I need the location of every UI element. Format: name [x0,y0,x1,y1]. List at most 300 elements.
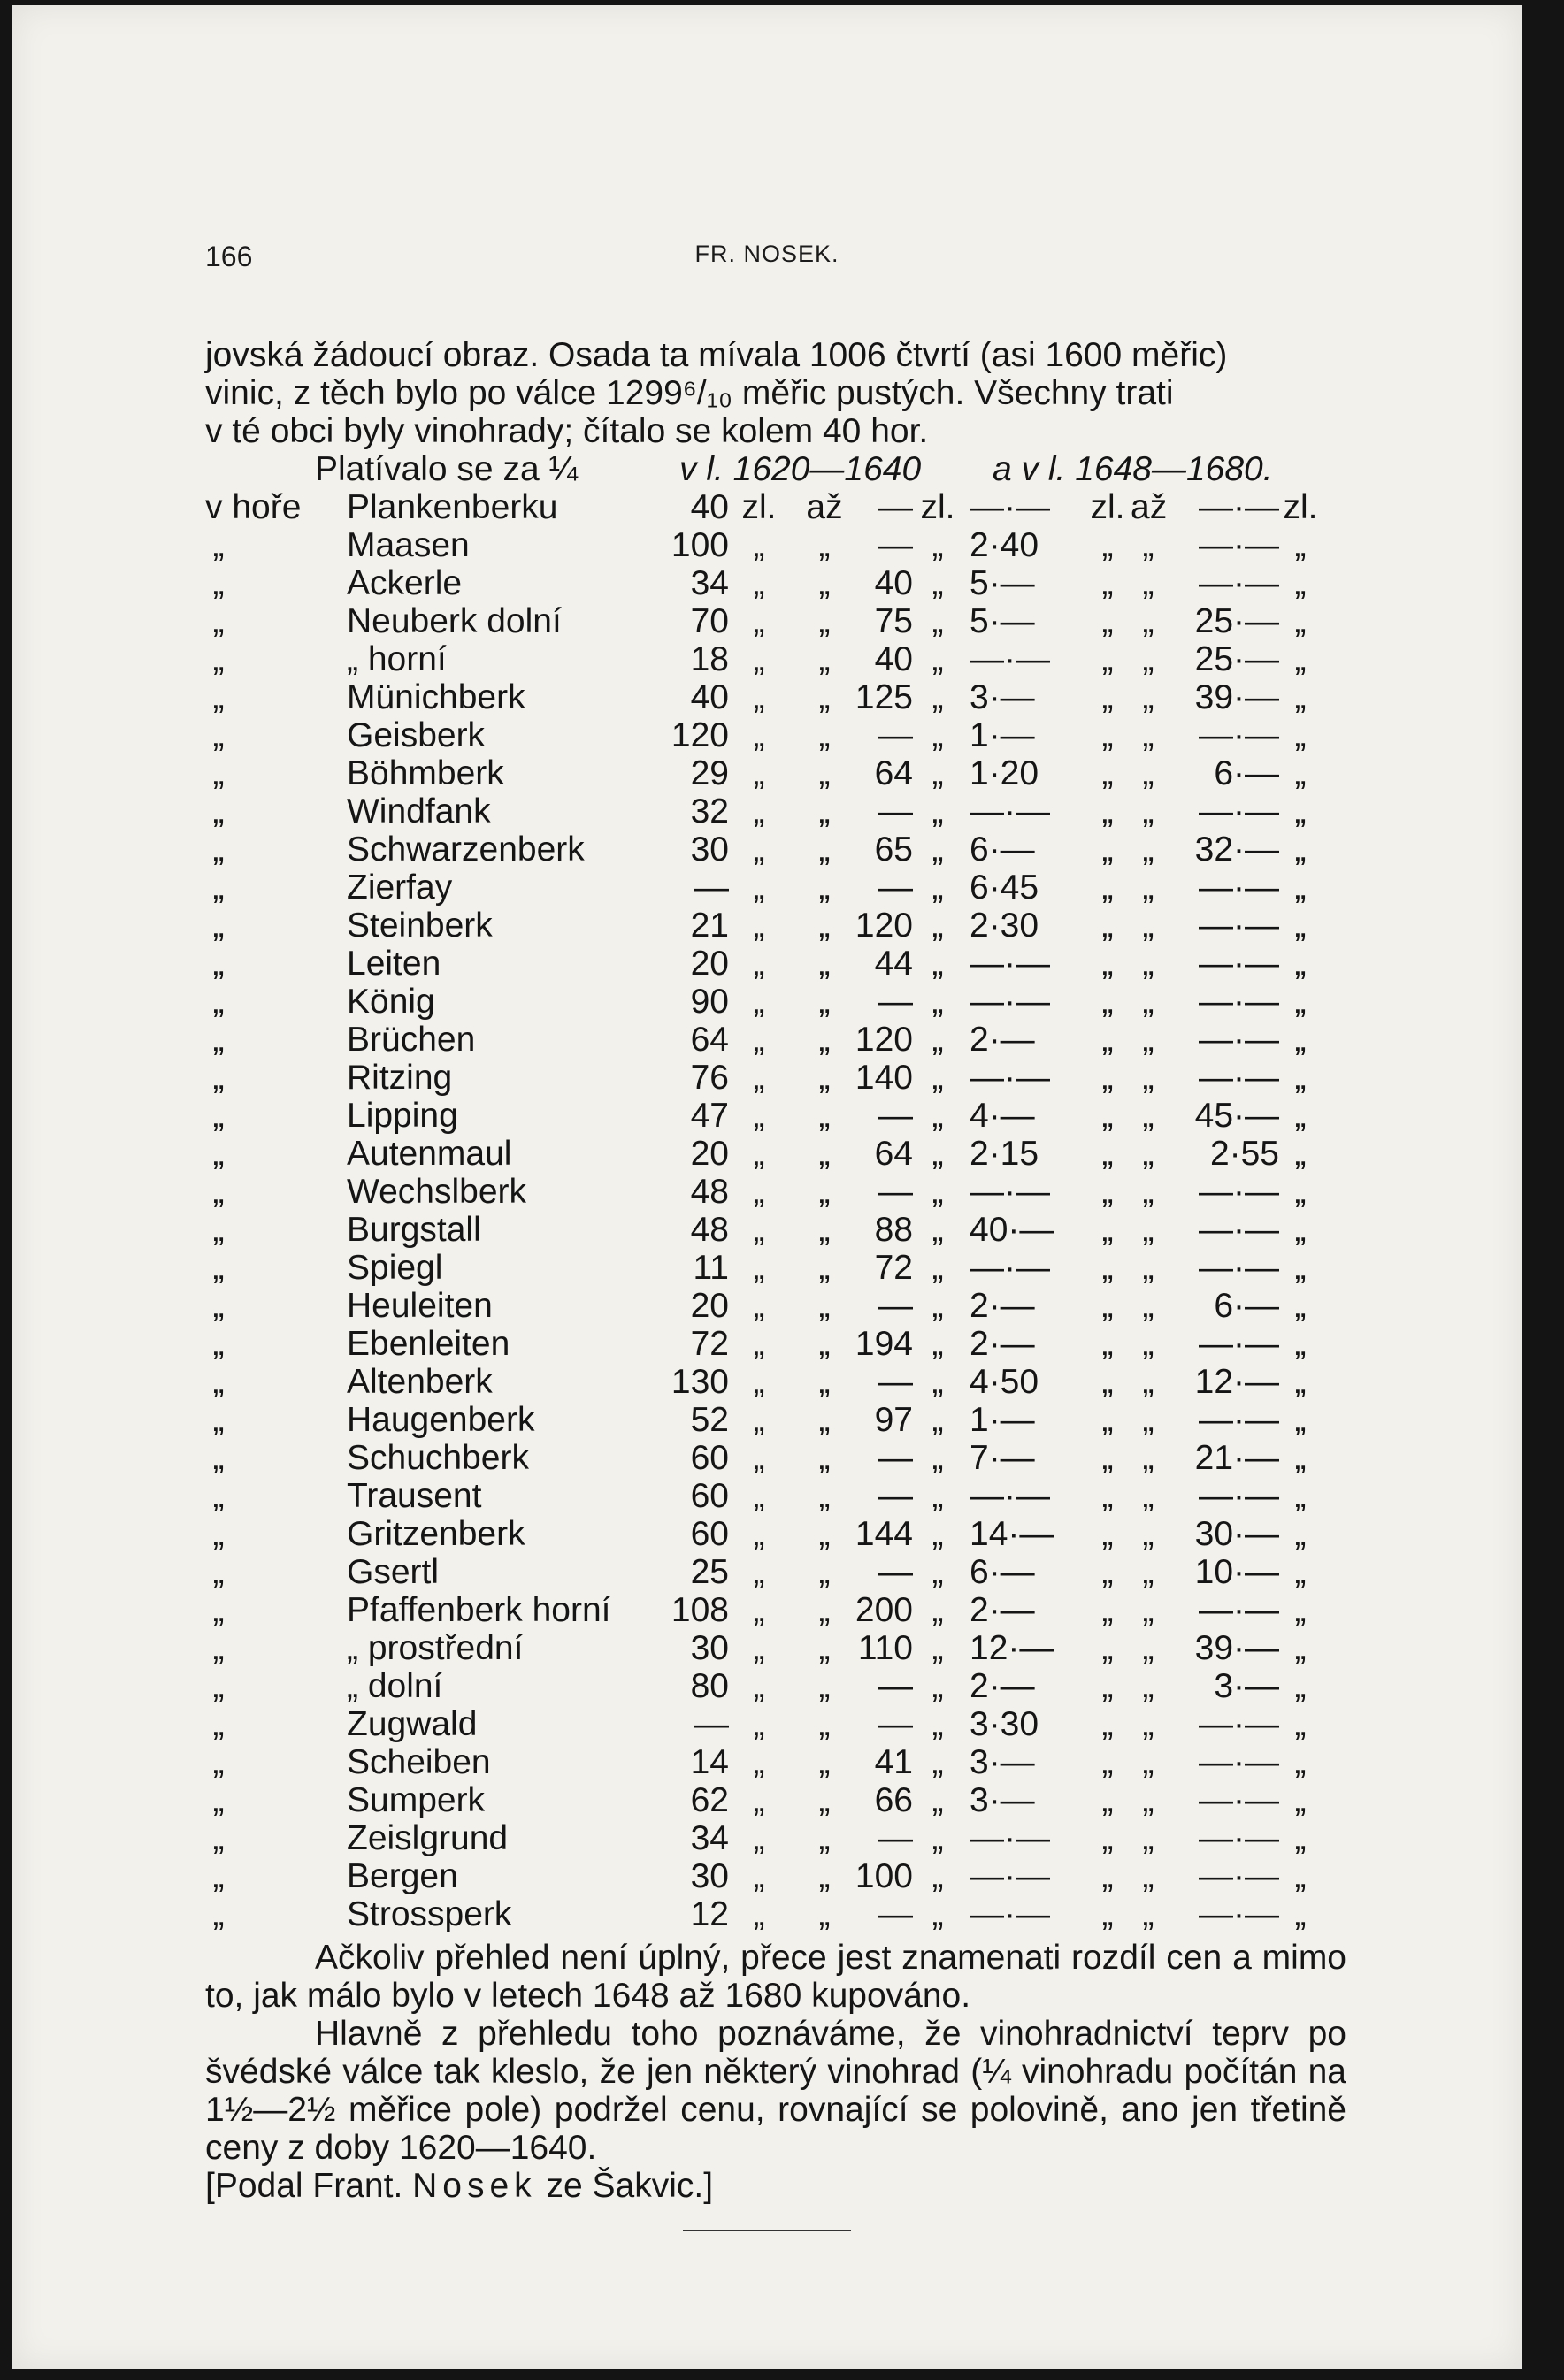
price-from-1648: 2·— [970,1287,1035,1325]
vineyard-name: Zugwald [347,1705,478,1743]
ditto-mark: „ [1294,1629,1307,1667]
ditto-mark: „ [932,1135,944,1173]
price-to-1680: —·— [1199,983,1279,1021]
ditto-mark: „ [818,1021,831,1059]
price-from-1620: 30 [690,1857,729,1895]
price-to-1680: 45·— [1194,1097,1279,1135]
ditto-mark: „ [932,1249,944,1287]
price-to-1640: 66 [874,1781,913,1819]
price-to-1640: 72 [874,1249,913,1287]
ditto-mark: „ [1142,526,1154,564]
ditto-mark: až [806,488,843,526]
ditto-mark: „ [1142,1325,1154,1363]
vineyard-name: Schwarzenberk [347,830,585,869]
ditto-mark: „ [1142,1021,1154,1059]
ditto-mark: „ [1101,1097,1114,1135]
price-to-1680: 39·— [1194,678,1279,716]
ditto-mark: „ [1294,1097,1307,1135]
ditto-mark: „ [753,1059,765,1097]
vineyard-name: Windfank [347,792,491,830]
ditto-mark: „ [1294,1287,1307,1325]
price-to-1640: 194 [855,1325,913,1363]
price-to-1680: 3·— [1214,1667,1279,1705]
ditto-mark: „ [1294,1743,1307,1781]
price-to-1640: — [878,1439,913,1477]
price-to-1640: 140 [855,1059,913,1097]
row-prefix: „ [212,945,225,983]
vineyard-name: „ prostřední [347,1629,524,1667]
vineyard-name: Zeislgrund [347,1819,509,1857]
ditto-mark: „ [1101,1629,1114,1667]
ditto-mark: „ [818,678,831,716]
ditto-mark: „ [1101,564,1114,602]
ditto-mark: „ [1101,1135,1114,1173]
price-from-1620: 14 [690,1743,729,1781]
table-row [205,1363,1346,1401]
ditto-mark: „ [753,1591,765,1629]
row-prefix: „ [212,1819,225,1857]
price-from-1620: 11 [693,1249,729,1287]
ditto-mark: „ [753,1515,765,1553]
price-to-1680: —·— [1199,1591,1279,1629]
ditto-mark: „ [1294,1705,1307,1743]
table-row [205,564,1346,602]
vineyard-name: Burgstall [347,1211,481,1249]
table-row [205,1895,1346,1933]
ditto-mark: „ [818,1173,831,1211]
row-prefix: „ [212,983,225,1021]
price-from-1620: 47 [690,1097,729,1135]
price-to-1680: 6·— [1214,754,1279,792]
row-prefix: „ [212,526,225,564]
price-from-1648: 2·30 [970,907,1039,945]
ditto-mark: „ [818,1895,831,1933]
ditto-mark: „ [932,564,944,602]
ditto-mark: „ [1294,1401,1307,1439]
row-prefix: „ [212,1325,225,1363]
ditto-mark: „ [1294,1363,1307,1401]
ditto-mark: „ [753,1211,765,1249]
price-from-1648: 5·— [970,564,1035,602]
table-row [205,869,1346,907]
row-prefix: „ [212,869,225,907]
ditto-mark: „ [1294,1325,1307,1363]
price-to-1680: —·— [1199,1781,1279,1819]
ditto-mark: „ [1142,1705,1154,1743]
price-to-1640: 200 [855,1591,913,1629]
price-from-1648: 1·20 [970,754,1039,792]
table-row [205,1211,1346,1249]
running-title: FR. NOSEK. [694,241,840,267]
table-row [205,1781,1346,1819]
ditto-mark: „ [1294,1211,1307,1249]
ditto-mark: „ [818,1591,831,1629]
ditto-mark: „ [753,907,765,945]
table-header-period-2: a v l. 1648—1680. [993,450,1273,488]
table-row [205,1021,1346,1059]
row-prefix: „ [212,1515,225,1553]
price-to-1640: 40 [874,640,913,678]
table-row [205,1173,1346,1211]
row-prefix: „ [212,678,225,716]
price-from-1620: 100 [671,526,729,564]
ditto-mark: „ [932,602,944,640]
ditto-mark: „ [753,1097,765,1135]
ditto-mark: „ [1142,1743,1154,1781]
ditto-mark: „ [753,792,765,830]
price-from-1648: 4·50 [970,1363,1039,1401]
ditto-mark: „ [753,1857,765,1895]
ditto-mark: „ [1142,830,1154,869]
ditto-mark: „ [932,983,944,1021]
price-to-1680: —·— [1199,1059,1279,1097]
ditto-mark: „ [1101,1743,1114,1781]
paragraph-summary: Ačkoliv přehled není úplný, přece jest znamenati rozdíl cen a mimo to, jak málo bylo v letech 1648 až 1680 kupováno. [205,1939,1346,2015]
price-to-1680: —·— [1199,1895,1279,1933]
table-row [205,830,1346,869]
ditto-mark: zl. [1283,488,1318,526]
price-from-1648: 40·— [970,1211,1054,1249]
table-row [205,1857,1346,1895]
ditto-mark: „ [932,1553,944,1591]
ditto-mark: „ [1294,907,1307,945]
price-from-1620: — [694,869,729,907]
row-prefix: „ [212,1553,225,1591]
ditto-mark: „ [932,754,944,792]
price-to-1680: —·— [1199,1021,1279,1059]
ditto-mark: „ [1101,1667,1114,1705]
vineyard-name: Leiten [347,945,441,983]
ditto-mark: „ [753,1021,765,1059]
table-row [205,1439,1346,1477]
ditto-mark: „ [1294,526,1307,564]
vineyard-name: Spiegl [347,1249,443,1287]
ditto-mark: „ [1101,1477,1114,1515]
ditto-mark: „ [1101,1401,1114,1439]
vineyard-name: Wechslberk [347,1173,527,1211]
price-to-1640: — [878,1667,913,1705]
price-from-1620: 60 [690,1477,729,1515]
price-to-1680: 2·55 [1209,1135,1279,1173]
ditto-mark: „ [1294,1477,1307,1515]
ditto-mark: „ [818,1743,831,1781]
vineyard-name: Brüchen [347,1021,476,1059]
ditto-mark: „ [1101,1857,1114,1895]
ditto-mark: „ [1142,1781,1154,1819]
vineyard-name: Haugenberk [347,1401,535,1439]
vineyard-name: Geisberk [347,716,486,754]
ditto-mark: „ [932,1325,944,1363]
price-to-1680: 25·— [1194,602,1279,640]
ditto-mark: „ [1101,1439,1114,1477]
ditto-mark: „ [932,1363,944,1401]
ditto-mark: „ [1294,1059,1307,1097]
table-row [205,526,1346,564]
row-prefix: „ [212,1591,225,1629]
ditto-mark: „ [818,754,831,792]
row-prefix: „ [212,1857,225,1895]
row-prefix: „ [212,830,225,869]
row-prefix: „ [212,1021,225,1059]
price-from-1620: 40 [690,678,729,716]
table-row [205,1135,1346,1173]
price-to-1640: — [878,1363,913,1401]
ditto-mark: „ [932,678,944,716]
ditto-mark: „ [818,716,831,754]
ditto-mark: „ [818,1667,831,1705]
ditto-mark: „ [753,1439,765,1477]
row-prefix: „ [212,1477,225,1515]
vineyard-name: Maasen [347,526,470,564]
price-from-1620: 108 [671,1591,729,1629]
price-to-1680: 21·— [1194,1439,1279,1477]
ditto-mark: „ [818,602,831,640]
price-to-1680: —·— [1199,716,1279,754]
ditto-mark: „ [818,1553,831,1591]
ditto-mark: „ [818,1287,831,1325]
price-from-1648: 2·40 [970,526,1039,564]
ditto-mark: „ [1101,1211,1114,1249]
signature-name: Nosek [412,2167,537,2205]
row-prefix: „ [212,1667,225,1705]
price-to-1640: — [878,1895,913,1933]
ditto-mark: „ [753,754,765,792]
ditto-mark: „ [932,945,944,983]
price-to-1680: —·— [1199,907,1279,945]
table-row [205,1515,1346,1553]
ditto-mark: „ [753,945,765,983]
ditto-mark: „ [932,1401,944,1439]
ditto-mark: „ [1101,907,1114,945]
vineyard-name: Böhmberk [347,754,504,792]
price-to-1680: 32·— [1194,830,1279,869]
ditto-mark: „ [818,907,831,945]
ditto-mark: „ [818,1249,831,1287]
price-to-1640: 65 [874,830,913,869]
ditto-mark: „ [1294,1857,1307,1895]
table-row [205,1705,1346,1743]
ditto-mark: „ [932,1173,944,1211]
table-row [205,678,1346,716]
ditto-mark: „ [818,1059,831,1097]
table-row [205,945,1346,983]
ditto-mark: „ [932,1477,944,1515]
ditto-mark: „ [1142,1439,1154,1477]
row-prefix: „ [212,792,225,830]
vineyard-name: Strossperk [347,1895,512,1933]
ditto-mark: „ [932,1895,944,1933]
row-prefix: „ [212,1629,225,1667]
table-row [205,602,1346,640]
price-from-1648: —·— [970,1477,1050,1515]
ditto-mark: „ [818,1135,831,1173]
ditto-mark: „ [753,1895,765,1933]
paragraph-conclusion: Hlavně z přehledu toho poznáváme, že vinohradnictví teprv po švédské válce tak kleslo, že jen některý vinohrad (¼ vinohradu počítán na 1½—2½ měřice pole) podržel cenu, rovnající se polovině, ano jen třetině ceny z doby 1620—1640. [205,2015,1346,2167]
ditto-mark: „ [1294,869,1307,907]
price-from-1648: —·— [970,1895,1050,1933]
row-prefix: „ [212,1781,225,1819]
price-from-1648: —·— [970,792,1050,830]
ditto-mark: „ [753,1287,765,1325]
ditto-mark: „ [818,792,831,830]
table-row [205,907,1346,945]
vineyard-name: Ebenleiten [347,1325,510,1363]
price-to-1680: —·— [1199,1477,1279,1515]
ditto-mark: „ [1142,1173,1154,1211]
ditto-mark: „ [753,1781,765,1819]
ditto-mark: „ [1142,754,1154,792]
price-to-1680: —·— [1199,1325,1279,1363]
ditto-mark: „ [753,830,765,869]
ditto-mark: „ [753,678,765,716]
price-from-1648: 6·45 [970,869,1039,907]
ditto-mark: „ [932,1819,944,1857]
ditto-mark: „ [1101,1363,1114,1401]
price-from-1620: 80 [690,1667,729,1705]
ditto-mark: „ [932,716,944,754]
ditto-mark: „ [1294,1021,1307,1059]
vineyard-name: „ dolní [347,1667,443,1705]
table-row [205,640,1346,678]
ditto-mark: „ [1142,640,1154,678]
table-row [205,1591,1346,1629]
ditto-mark: „ [1142,602,1154,640]
ditto-mark: „ [753,1325,765,1363]
ditto-mark: „ [1142,1553,1154,1591]
price-from-1620: 62 [690,1781,729,1819]
ditto-mark: „ [818,1705,831,1743]
ditto-mark: „ [932,1743,944,1781]
ditto-mark: „ [818,1097,831,1135]
row-prefix: „ [212,1173,225,1211]
price-to-1640: — [878,1705,913,1743]
price-from-1648: 2·— [970,1591,1035,1629]
price-from-1648: —·— [970,945,1050,983]
row-prefix: „ [212,716,225,754]
row-prefix: „ [212,754,225,792]
ditto-mark: „ [932,1021,944,1059]
ditto-mark: „ [753,1173,765,1211]
price-from-1620: 25 [690,1553,729,1591]
price-from-1648: —·— [970,1059,1050,1097]
ditto-mark: „ [1101,754,1114,792]
ditto-mark: „ [1294,1173,1307,1211]
ditto-mark: „ [753,1667,765,1705]
row-prefix: „ [212,1401,225,1439]
ditto-mark: „ [1101,1705,1114,1743]
price-to-1640: 40 [874,564,913,602]
ditto-mark: „ [1101,716,1114,754]
row-prefix: „ [212,1249,225,1287]
table-row [205,1629,1346,1667]
price-to-1680: —·— [1199,945,1279,983]
table-header-period-1: v l. 1620—1640 [679,450,922,488]
row-prefix: „ [212,1439,225,1477]
ditto-mark: „ [1101,640,1114,678]
ditto-mark: až [1131,488,1168,526]
price-from-1620: 34 [690,564,729,602]
table-header [205,450,1346,488]
ditto-mark: „ [1294,754,1307,792]
price-to-1640: — [878,1819,913,1857]
ditto-mark: „ [753,1363,765,1401]
intro-paragraph [205,336,1346,450]
price-to-1640: — [878,1097,913,1135]
ditto-mark: „ [1142,945,1154,983]
table-row [205,488,1346,526]
ditto-mark: „ [1294,678,1307,716]
row-prefix: „ [212,1743,225,1781]
price-from-1620: 30 [690,1629,729,1667]
ditto-mark: „ [818,1211,831,1249]
ditto-mark: „ [1142,1211,1154,1249]
ditto-mark: „ [753,1249,765,1287]
vineyard-name: Münichberk [347,678,525,716]
ditto-mark: zl. [741,488,777,526]
price-from-1620: 18 [690,640,729,678]
ditto-mark: „ [1294,640,1307,678]
price-from-1648: —·— [970,1249,1050,1287]
price-from-1620: 60 [690,1515,729,1553]
vineyard-name: Scheiben [347,1743,491,1781]
table-row [205,1819,1346,1857]
ditto-mark: „ [932,1667,944,1705]
ditto-mark: „ [818,1401,831,1439]
ditto-mark: „ [1142,1363,1154,1401]
price-from-1620: 20 [690,1287,729,1325]
price-from-1648: 2·— [970,1021,1035,1059]
price-from-1620: 48 [690,1211,729,1249]
ditto-mark: „ [1142,1515,1154,1553]
price-from-1648: 3·30 [970,1705,1039,1743]
vineyard-name: Altenberk [347,1363,493,1401]
ditto-mark: „ [1101,1325,1114,1363]
vineyard-name: Lipping [347,1097,458,1135]
ditto-mark: „ [1101,1287,1114,1325]
price-from-1648: —·— [970,983,1050,1021]
table-header-label: Platívalo se za ¼ [315,450,578,488]
price-from-1620: 20 [690,945,729,983]
ditto-mark: „ [1142,1401,1154,1439]
table-row [205,716,1346,754]
ditto-mark: „ [932,792,944,830]
page-body [205,336,1346,2231]
price-to-1640: — [878,1553,913,1591]
price-from-1620: 12 [690,1895,729,1933]
ditto-mark: „ [818,640,831,678]
price-to-1680: —·— [1199,1401,1279,1439]
ditto-mark: „ [1142,1819,1154,1857]
signature-suffix: ze Šakvic.] [546,2167,714,2205]
price-to-1680: —·— [1199,1857,1279,1895]
row-prefix: „ [212,907,225,945]
price-to-1680: —·— [1199,1211,1279,1249]
ditto-mark: „ [932,1097,944,1135]
table-row [205,983,1346,1021]
row-prefix: v hoře [205,488,302,526]
price-to-1640: — [878,1287,913,1325]
table-row [205,1249,1346,1287]
row-prefix: „ [212,640,225,678]
price-to-1680: 39·— [1194,1629,1279,1667]
ditto-mark: „ [818,564,831,602]
price-from-1620: 120 [671,716,729,754]
ditto-mark: „ [818,945,831,983]
ditto-mark: „ [932,1211,944,1249]
price-to-1680: —·— [1199,488,1279,526]
ditto-mark: „ [1101,1515,1114,1553]
price-to-1640: — [878,716,913,754]
